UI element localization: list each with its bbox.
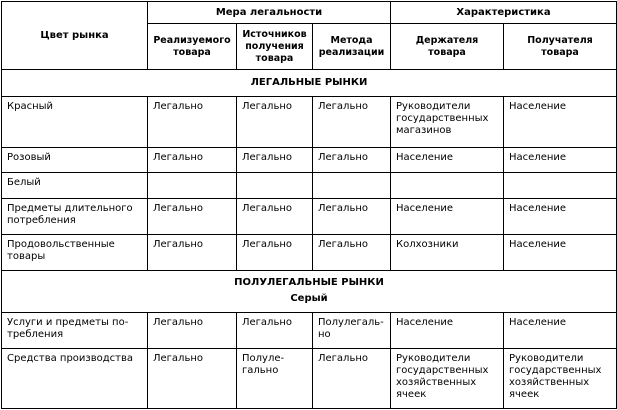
header-holder: Держателя товара	[391, 24, 504, 70]
recipient-cell: Население	[504, 234, 617, 270]
holder-cell: Руководители государственных магазинов	[391, 97, 504, 148]
legality-method-cell: Легально	[313, 348, 391, 408]
table-row	[2, 234, 617, 270]
market-color-cell: Продовольственные товары	[2, 234, 148, 270]
legality-goods-cell: Легально	[148, 198, 237, 234]
legality-source-cell: Легально	[237, 97, 313, 148]
market-color-cell: Розовый	[2, 148, 148, 173]
legality-goods-cell: Легально	[148, 234, 237, 270]
header-legality-goods: Реализуемого товара	[148, 24, 237, 70]
legality-goods-cell: Легально	[148, 312, 237, 348]
table-row	[2, 312, 617, 348]
recipient-cell: Руководители государственных хозяйственных ячеек	[504, 348, 617, 408]
header-legality-source: Источников получения товара	[237, 24, 313, 70]
legality-source-cell: Легально	[237, 198, 313, 234]
legality-source-cell	[237, 173, 313, 198]
table-row	[2, 198, 617, 234]
recipient-cell: Население	[504, 312, 617, 348]
section-title: ЛЕГАЛЬНЫЕ РЫНКИ	[250, 77, 368, 89]
legality-goods-cell: Легально	[148, 97, 237, 148]
recipient-cell	[504, 173, 617, 198]
holder-cell: Колхозники	[391, 234, 504, 270]
legality-source-cell: Легально	[237, 312, 313, 348]
legality-goods-cell: Легально	[148, 348, 237, 408]
market-table	[1, 1, 617, 409]
header-color: Цвет рынка	[2, 2, 148, 70]
legality-source-cell: Легально	[237, 234, 313, 270]
section-subtitle: Серый	[290, 293, 328, 305]
table-row	[2, 173, 617, 198]
market-color-cell: Красный	[2, 97, 148, 148]
legality-method-cell: Легально	[313, 234, 391, 270]
legality-method-cell: Легально	[313, 198, 391, 234]
legality-method-cell: Легально	[313, 148, 391, 173]
legality-source-cell: Легально	[237, 148, 313, 173]
table-body	[2, 70, 617, 409]
legality-method-cell: Легально	[313, 97, 391, 148]
holder-cell: Население	[391, 198, 504, 234]
section-title: ПОЛУЛЕГАЛЬНЫЕ РЫНКИ	[234, 277, 384, 289]
market-color-cell: Услуги и предметы по-требления	[2, 312, 148, 348]
header-legality-group: Мера легальности	[148, 2, 391, 24]
table-row	[2, 348, 617, 408]
holder-cell	[391, 173, 504, 198]
legality-goods-cell	[148, 173, 237, 198]
legality-method-cell	[313, 173, 391, 198]
legality-source-cell: Полуле-гально	[237, 348, 313, 408]
market-color-cell: Предметы длительного потребления	[2, 198, 148, 234]
header-recipient: Получателя товара	[504, 24, 617, 70]
section-title-cell	[2, 270, 617, 312]
recipient-cell: Население	[504, 198, 617, 234]
section-row	[2, 70, 617, 97]
table-row	[2, 148, 617, 173]
market-color-cell: Белый	[2, 173, 148, 198]
table-row	[2, 97, 617, 148]
header-characteristic-group: Характеристика	[391, 2, 617, 24]
market-color-cell: Средства производства	[2, 348, 148, 408]
section-title-cell	[2, 70, 617, 97]
holder-cell: Население	[391, 312, 504, 348]
header-legality-method: Метода реализации	[313, 24, 391, 70]
recipient-cell: Население	[504, 148, 617, 173]
section-row	[2, 270, 617, 312]
legality-method-cell: Полулегаль-но	[313, 312, 391, 348]
holder-cell: Руководители государственных хозяйственных ячеек	[391, 348, 504, 408]
recipient-cell: Население	[504, 97, 617, 148]
holder-cell: Население	[391, 148, 504, 173]
legality-goods-cell: Легально	[148, 148, 237, 173]
